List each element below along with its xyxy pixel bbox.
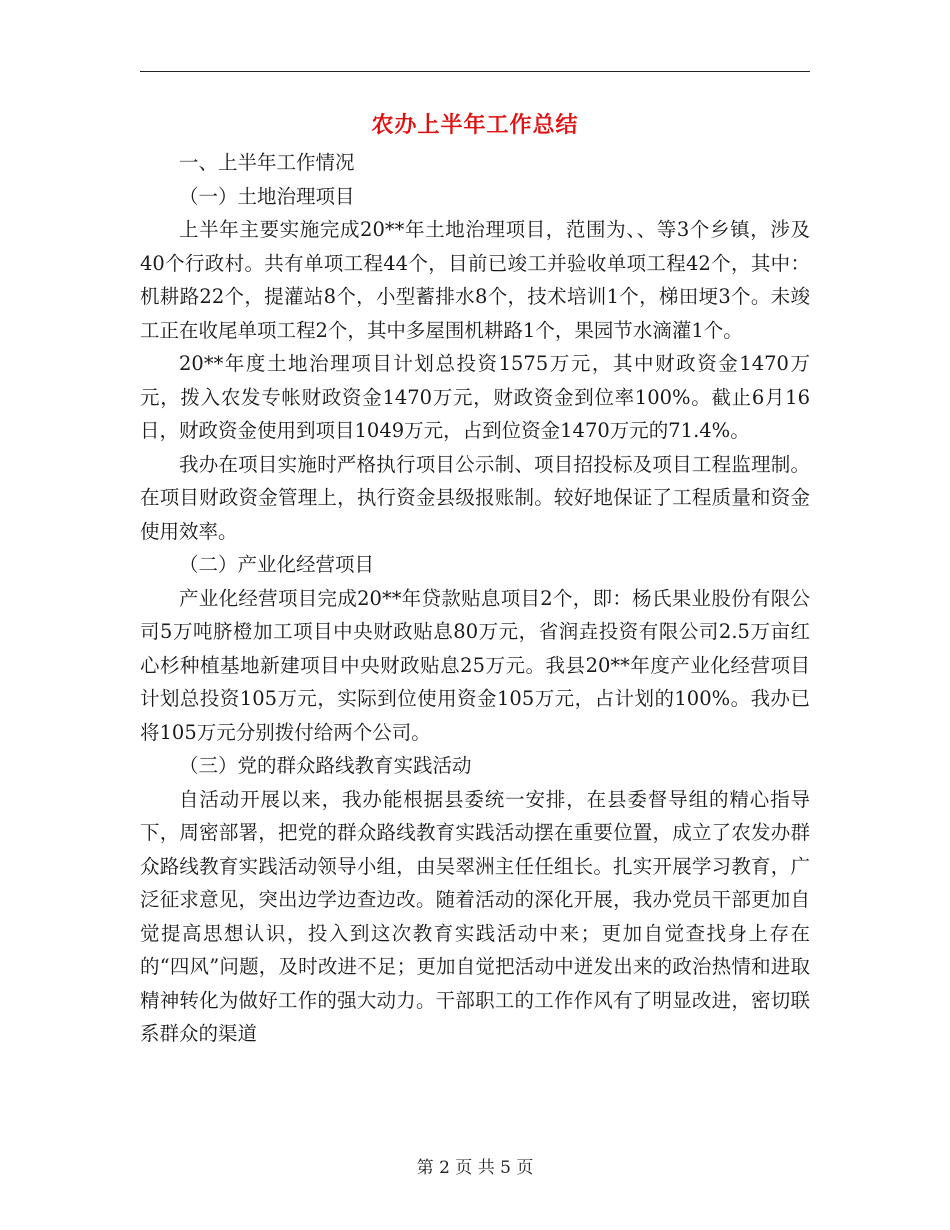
- paragraph-3: 我办在项目实施时严格执行项目公示制、项目招投标及项目工程监理制。在项目财政资金管理上，执行资金县级报账制。较好地保证了工程质量和资金使用效率。: [140, 452, 810, 543]
- subsection-heading-1: （一）土地治理项目: [179, 184, 355, 208]
- paragraph-1: 上半年主要实施完成20**年土地治理项目，范围为、、等3个乡镇，涉及40个行政村。共有单项工程44个，目前已竣工并验收单项工程42个，其中：机耕路22个，提灌站8个，小型蓄排水8个，技术培训1个，梯田埂3个。未竣工正在收尾单项工程2个，其中多屋围机耕路1个，果园节水滴灌1个。: [140, 218, 810, 342]
- document-body: [140, 146, 810, 1051]
- paragraph-5: 自活动开展以来，我办能根据县委统一安排，在县委督导组的精心指导下，周密部署，把党的群众路线教育实践活动摆在重要位置，成立了农发办群众路线教育实践活动领导小组，由吴翠洲主任任组长。扎实开展学习教育，广泛征求意见，突出边学边查边改。随着活动的深化开展，我办党员干部更加自觉提高思想认识，投入到这次教育实践活动中来；更加自觉查找身上存在的“四风”问题，及时改进不足；更加自觉把活动中迸发出来的政治热情和进取精神转化为做好工作的强大动力。干部职工的工作作风有了明显改进，密切联系群众的渠道: [140, 787, 810, 1045]
- header-rule: [140, 71, 810, 72]
- paragraph-4: 产业化经营项目完成20**年贷款贴息项目2个，即：杨氏果业股份有限公司5万吨脐橙加工项目中央财政贴息80万元，省润垚投资有限公司2.5万亩红心杉种植基地新建项目中央财政贴息25万元。我县20**年度产业化经营项目计划总投资105万元，实际到位使用资金105万元，占计划的100%。我办已将105万元分别拨付给两个公司。: [140, 586, 810, 744]
- section-heading-1: 一、上半年工作情况: [179, 151, 355, 174]
- paragraph-2: 20**年度土地治理项目计划总投资1575万元，其中财政资金1470万元，拨入农发专帐财政资金1470万元，财政资金到位率100%。截止6月16日，财政资金使用到项目1049万元，占到位资金1470万元的71.4%。: [140, 352, 810, 442]
- document-title: 农办上半年工作总结: [371, 112, 579, 138]
- page-number-footer: 第 2 页 共 5 页: [416, 1158, 534, 1178]
- subsection-heading-2: （二）产业化经营项目: [179, 553, 375, 576]
- subsection-heading-3: （三）党的群众路线教育实践活动: [179, 754, 472, 777]
